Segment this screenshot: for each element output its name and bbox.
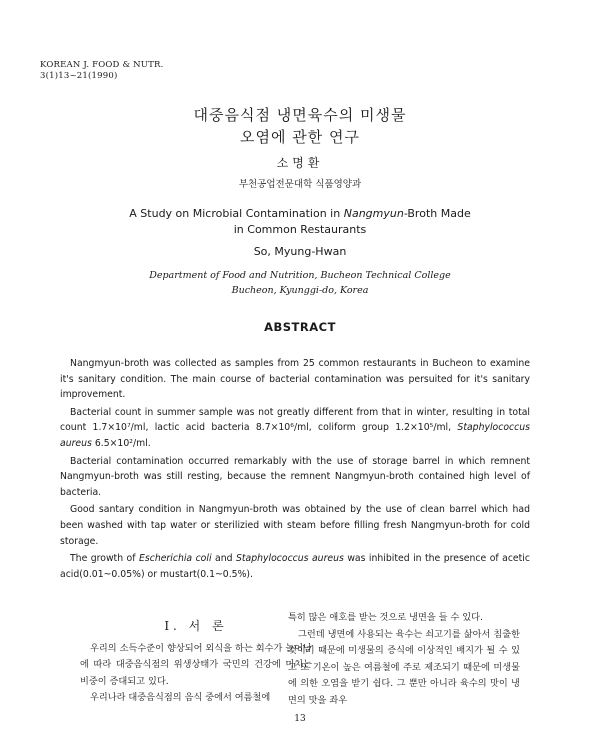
abstract-paragraph-1: Nangmyun-broth was collected as samples from 25 common restaurants in Bucheon to examine it's sanitary condition. The main course of bacterial contamination was persuited for it's sanitary improvement. — [60, 358, 530, 401]
journal-citation: 3(1)13~21(1990) — [40, 71, 118, 81]
abstract-paragraph-4: Good santary condition in Nangmyun-broth was obtained by the use of clean barrel which had been washed with tap water or sterilizied with steam before filling fresh Nangmyun-broth for cold storage. — [60, 504, 530, 547]
abstract-heading: ABSTRACT — [264, 320, 336, 334]
english-title-line2: in Common Restaurants — [233, 223, 367, 236]
right-paragraph-2: 그런데 냉면에 사용되는 육수는 쇠고기를 삶아서 침출한 것이기 때문에 미생물의 증식에 이상적인 배지가 될 수 있고 또 기온이 높은 여름철에 주로 제조되기 때문에 미생물에 의한 오염을 받기 쉽다. 그 뿐만 아니라 육수의 맛이 냉면의 맛을 좌우 — [288, 628, 520, 706]
english-affiliation-line2: Bucheon, Kyunggi-do, Korea — [231, 285, 369, 296]
journal-header — [40, 60, 164, 82]
abstract-p5-and: and — [211, 553, 236, 565]
abstract-paragraph-3: Bacterial contamination occurred remarkably with the use of storage barrel in which remnent Nangmyun-broth was still resting, because the remnent Nangmyun-broth contained high level of bacteria. — [60, 455, 530, 498]
abstract-body — [60, 356, 530, 584]
english-affiliation — [0, 268, 600, 298]
left-paragraph-2: 우리나라 대중음식점의 음식 중에서 여름철에 — [90, 692, 271, 703]
korean-author: 소명환 — [276, 156, 324, 170]
english-title-part1: A Study on Microbial Contamination in — [129, 207, 344, 220]
body-right-column — [288, 610, 520, 709]
korean-title-line1: 대중음식점 냉면육수의 미생물 — [193, 106, 407, 124]
english-title-part2: -Broth Made — [403, 207, 471, 220]
korean-title-line2: 오염에 관한 연구 — [240, 128, 360, 146]
left-paragraph-1: 우리의 소득수준이 향상되어 외식을 하는 회수가 늘어남에 따라 대중음식점의 위생상태가 국민의 건강에 미치는 비중이 증대되고 있다. — [80, 642, 312, 687]
abstract-paragraph-2 — [60, 405, 530, 452]
journal-name: KOREAN J. FOOD & NUTR. — [40, 60, 164, 70]
english-title-line1 — [0, 206, 600, 222]
body-left-column — [80, 618, 312, 707]
abstract-p2-species: Staphylococcus aureus — [60, 422, 530, 449]
page-number: 13 — [294, 714, 306, 724]
abstract-p5-text: The growth of — [70, 553, 139, 565]
english-affiliation-line1: Department of Food and Nutrition, Bucheon Technical College — [149, 270, 451, 281]
abstract-p2-text: Bacterial count in summer sample was not greatly different from that in winter, resulting in total count 1.7×10⁷/ml, lactic acid bacteria 8.7×10⁶/ml, coliform group 1.2×10⁵/ml, — [60, 406, 530, 434]
english-title-italic: Nangmyun — [343, 207, 404, 220]
abstract-p5-species1: Escherichia coli — [138, 553, 212, 565]
korean-affiliation: 부천공업전문대학 식품영양과 — [238, 179, 362, 190]
abstract-paragraph-5 — [60, 551, 530, 582]
abstract-p2-tail: 6.5×10²/ml. — [91, 437, 151, 449]
english-title — [0, 206, 600, 238]
section-heading: I. 서 론 — [164, 619, 228, 633]
abstract-p5-tail: was inhibited in the presence of acetic acid(0.01~0.05%) or mustart(0.1~0.5%). — [60, 553, 530, 580]
abstract-p5-species2: Staphylococcus aureus — [235, 553, 344, 565]
korean-title — [0, 104, 600, 148]
english-author: So, Myung-Hwan — [253, 245, 347, 258]
right-paragraph-1: 특히 많은 애호를 받는 것으로 냉면을 들 수 있다. — [288, 612, 483, 623]
